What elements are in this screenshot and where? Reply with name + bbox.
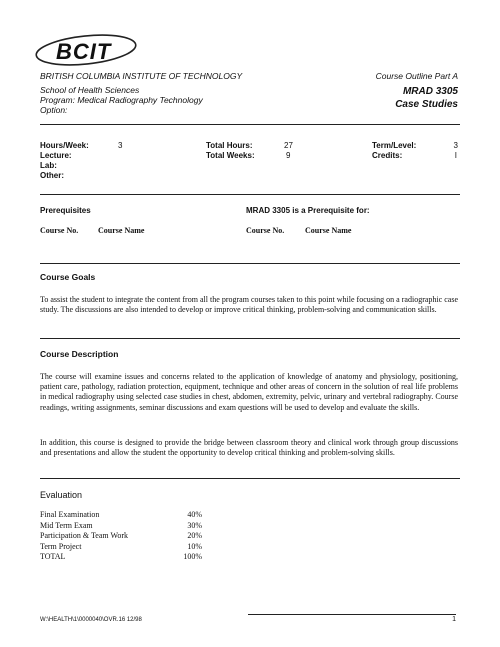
prerequisite-for-title: MRAD 3305 is a Prerequisite for: [246, 206, 370, 215]
bcit-logo [34, 32, 144, 72]
institute-name: BRITISH COLUMBIA INSTITUTE OF TECHNOLOGY [40, 71, 243, 81]
evaluation-item-label: TOTAL [40, 552, 66, 561]
evaluation-item-label: Final Examination [40, 510, 100, 519]
evaluation-row [40, 552, 210, 563]
evaluation-row [40, 510, 210, 521]
hours-week-value: 3 [118, 141, 123, 150]
prereq-divider [40, 263, 460, 264]
total-weeks-value: 9 [286, 151, 291, 160]
hours-divider [40, 194, 460, 195]
course-description-para2: In addition, this course is designed to provide the bridge between classroom theory and clinical work through group discussions and presentations and allow the student the opportunity to develop critical thinking and problem-solving skills. [40, 438, 458, 458]
evaluation-row [40, 531, 210, 542]
evaluation-title: Evaluation [40, 490, 83, 500]
term-level-value: 3 [453, 141, 458, 150]
evaluation-item-value: 40% [187, 510, 202, 519]
prereq-for-course-name-header: Course Name [305, 226, 352, 235]
other-label: Other: [40, 171, 64, 180]
footer-divider [248, 614, 456, 615]
evaluation-item-value: 10% [187, 541, 202, 551]
prerequisites-title: Prerequisites [40, 206, 91, 215]
evaluation-item-value: 100% [183, 552, 202, 561]
outline-label: Course Outline Part A [375, 71, 458, 81]
evaluation-item-value: 30% [187, 520, 202, 530]
header-divider [40, 124, 460, 125]
evaluation-item-label: Term Project [40, 541, 82, 551]
goals-divider [40, 338, 460, 339]
credits-label: Credits: [372, 151, 403, 160]
evaluation-item-value: 20% [187, 531, 202, 540]
lecture-label: Lecture: [40, 151, 72, 160]
course-goals-title: Course Goals [40, 272, 96, 282]
prereq-course-no-header: Course No. [40, 226, 79, 235]
total-hours-value: 27 [284, 141, 293, 150]
lab-label: Lab: [40, 161, 57, 170]
option-label: Option: [40, 105, 68, 115]
prereq-for-course-no-header: Course No. [246, 226, 285, 235]
total-weeks-label: Total Weeks: [206, 151, 255, 160]
hours-week-label: Hours/Week: [40, 141, 89, 150]
credits-value: I [454, 151, 457, 160]
svg-text:BCIT: BCIT [56, 39, 112, 64]
description-divider [40, 478, 460, 479]
program-name: Program: Medical Radiography Technology [40, 95, 203, 105]
page-number: 1 [452, 616, 456, 623]
evaluation-table [40, 510, 210, 563]
evaluation-item-label: Mid Term Exam [40, 520, 93, 530]
course-code: MRAD 3305 [402, 86, 458, 97]
footer-file-path: W:\HEALTH\1\0000040\OVR.16 12/98 [40, 617, 142, 623]
evaluation-item-label: Participation & Team Work [40, 531, 129, 540]
term-level-label: Term/Level: [372, 141, 417, 150]
course-goals-text: To assist the student to integrate the content from all the program courses taken to this point while focusing on a radiographic case study. The discussions are also intended to develop or improve critical thinking, problem-solving and communication skills. [40, 295, 458, 315]
course-description-para1: The course will examine issues and concerns related to the application of knowledge of anatomy and physiology, positioning, patient care, pathology, radiation protection, equipment, technique and other areas of concern in the solution of real life problems in medical radiography using selected case studies in chest, abdomen, extremity, pelvic, urinary and vertebral radiography. Course readings, writing assignments, seminar discussions and exam questions will be used to develop and evaluate the skills. [40, 372, 458, 412]
evaluation-row [40, 521, 210, 532]
school-name: School of Health Sciences [40, 85, 140, 95]
total-hours-label: Total Hours: [206, 141, 253, 150]
evaluation-row [40, 542, 210, 553]
course-description-title: Course Description [40, 349, 119, 359]
prereq-course-name-header: Course Name [98, 226, 145, 235]
course-title: Case Studies [395, 99, 458, 110]
